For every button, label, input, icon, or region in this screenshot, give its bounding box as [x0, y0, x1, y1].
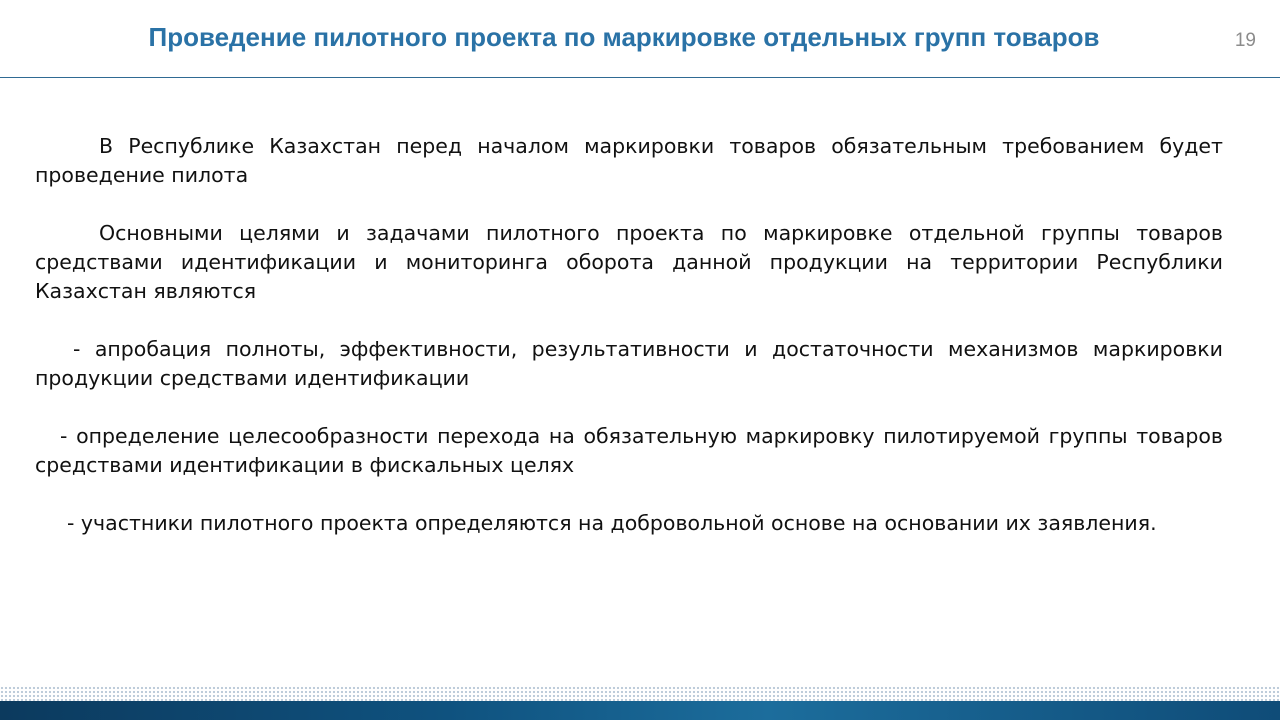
bullet-approbation: - апробация полноты, эффективности, результативности и достаточности механизмов маркировки продукции средствами идентификации — [35, 337, 1223, 390]
bullet-participants: - участники пилотного проекта определяются на добровольной основе на основании их заявления. — [67, 511, 1157, 535]
bullet-feasibility: - определение целесообразности перехода на обязательную маркировку пилотируемой группы товаров средствами идентификации в фискальных целях — [35, 424, 1223, 477]
paragraph-goals: Основными целями и задачами пилотного проекта по маркировке отдельной группы товаров средствами идентификации и мониторинга оборота данной продукции на территории Республики Казахстан являются — [35, 221, 1223, 303]
footer-bar — [0, 701, 1280, 720]
slide-title: Проведение пилотного проекта по маркировке отдельных групп товаров — [148, 22, 1100, 52]
paragraph-intro: В Республике Казахстан перед началом маркировки товаров обязательным требованием будет проведение пилота — [35, 134, 1223, 187]
page-number: 19 — [1234, 30, 1256, 51]
slide-body — [35, 132, 1223, 567]
footer-dot-pattern — [0, 686, 1280, 702]
slide-header — [0, 0, 1280, 78]
